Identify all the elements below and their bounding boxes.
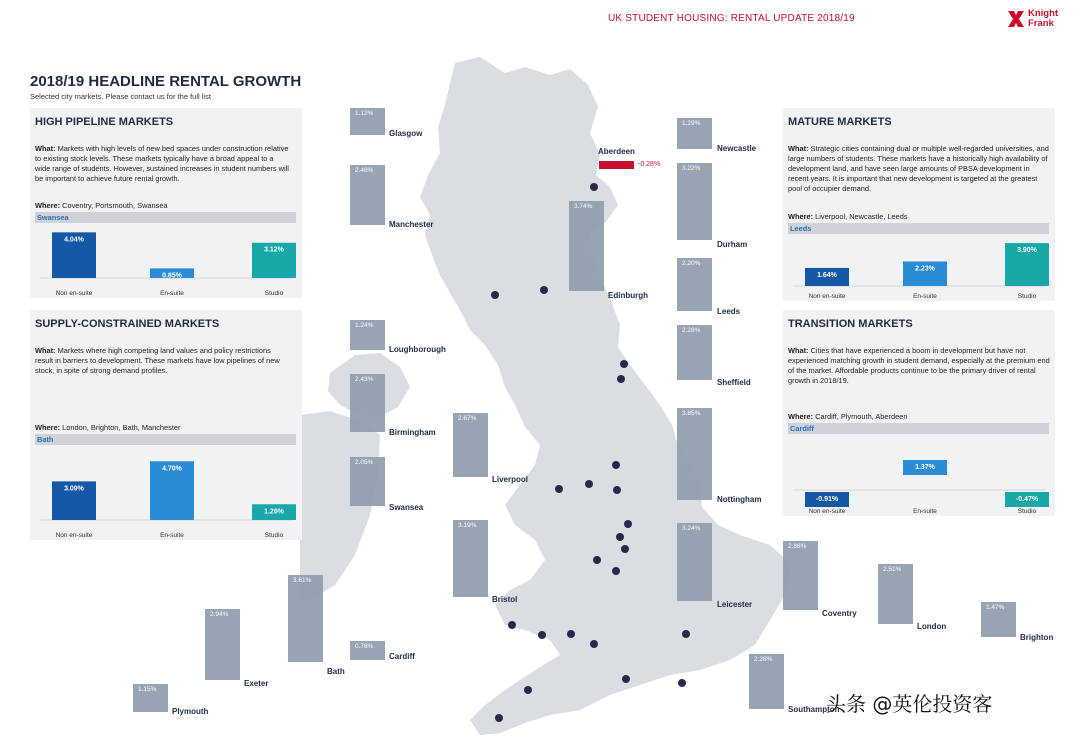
- city-name-brighton: Brighton: [1020, 633, 1054, 642]
- city-bar-bristol: [453, 520, 488, 597]
- city-bar-durham: [677, 163, 712, 240]
- page-title: 2018/19 HEADLINE RENTAL GROWTH: [30, 73, 302, 90]
- city-name-liverpool: Liverpool: [492, 475, 529, 484]
- category-label: Non en-suite: [808, 508, 846, 515]
- city-bar-value: 1.15%: [138, 686, 157, 693]
- what-label: What:: [788, 346, 809, 355]
- city-bar-value: 2.28%: [682, 327, 701, 334]
- city-dot: [612, 567, 620, 575]
- city-dot: [613, 486, 621, 494]
- city-name-sheffield: Sheffield: [717, 378, 751, 387]
- city-name-aberdeen: Aberdeen: [598, 147, 635, 156]
- panel-high-pipeline: [30, 108, 302, 298]
- city-dot: [590, 640, 598, 648]
- city-bar-value: 2.51%: [883, 566, 902, 573]
- city-dot: [495, 714, 503, 722]
- where-label: Where:: [788, 212, 814, 221]
- city-name-leicester: Leicester: [717, 600, 753, 609]
- bar-value-label: 0.85%: [162, 272, 182, 280]
- city-bar-value: 1.24%: [355, 322, 374, 329]
- city-bar-value: 3.85%: [682, 410, 701, 417]
- bar-value-label: 3.90%: [1017, 247, 1037, 255]
- city-name-durham: Durham: [717, 240, 748, 249]
- city-bar-value: 3.74%: [574, 203, 593, 210]
- city-bar-exeter: [205, 609, 240, 680]
- what-label: What:: [35, 346, 56, 355]
- bar-chart-leeds: [783, 236, 1055, 301]
- city-name-glasgow: Glasgow: [389, 129, 423, 138]
- city-name-coventry: Coventry: [822, 609, 857, 618]
- what-text: Cities that have experienced a boom in development but have not experienced matching growth in student demand, especially at the premium end of the market. Affordable products continue to be the primary driver of rental growth in 2018/19.: [788, 346, 1050, 385]
- city-name-loughborough: Loughborough: [389, 345, 446, 354]
- city-dot: [612, 461, 620, 469]
- bar-value-label: 1.64%: [817, 271, 837, 279]
- city-name-birmingham: Birmingham: [389, 428, 436, 437]
- city-bar-value: 2.20%: [682, 260, 701, 267]
- city-dot: [508, 621, 516, 629]
- city-name-nottingham: Nottingham: [717, 495, 762, 504]
- city-dot: [678, 679, 686, 687]
- city-dot: [524, 686, 532, 694]
- city-dot: [540, 286, 548, 294]
- what-label: What:: [35, 144, 56, 153]
- logo-line-2: Frank: [1028, 18, 1054, 29]
- panel-supply-constrained: [30, 310, 302, 540]
- city-bar-value: 3.19%: [458, 522, 477, 529]
- city-dot: [622, 675, 630, 683]
- bar-value-label: 1.26%: [264, 508, 284, 516]
- city-bar-aberdeen: [599, 161, 634, 169]
- category-label: En-suite: [160, 532, 184, 539]
- bar-chart-bath: [30, 448, 302, 540]
- panel-title: SUPPLY-CONSTRAINED MARKETS: [35, 318, 220, 330]
- city-bar-leicester: [677, 523, 712, 601]
- category-label: Studio: [1017, 293, 1037, 300]
- city-bar-coventry: [783, 541, 818, 610]
- what-text: Markets with high levels of new bed spaces under construction relative to existing stock levels. These markets typically have a broad appeal to a wide range of students. However, sustained increases in student numbers will be important to achieve future rental growth.: [35, 144, 289, 183]
- bar-value-label: 3.09%: [64, 485, 84, 493]
- city-bar-value: 2.94%: [210, 611, 229, 618]
- city-name-bristol: Bristol: [492, 595, 518, 604]
- what-text: Strategic cities containing dual or multiple well-regarded universities, and large numbers of students. These markets have a historically high availability of development land, and have seen large amounts of PBSA development in recent years. It is important that new development is targeted at the greatest pool of occupier demand.: [788, 144, 1049, 193]
- city-bar-value: 1.29%: [682, 120, 701, 127]
- panel-mature: [783, 108, 1055, 301]
- category-label: En-suite: [913, 293, 937, 300]
- bar-value-label: 4.04%: [64, 236, 84, 244]
- city-bar-liverpool: [453, 413, 488, 477]
- city-dot: [567, 630, 575, 638]
- city-bar-value: 0.78%: [355, 643, 374, 650]
- city-name-newcastle: Newcastle: [717, 144, 757, 153]
- knight-frank-logo: [1006, 7, 1066, 35]
- city-bar-value: 2.28%: [754, 656, 773, 663]
- where-label: Where:: [788, 412, 814, 421]
- logo-line-1: Knight: [1028, 8, 1059, 19]
- great-britain-shape: [420, 57, 792, 735]
- panel-title: MATURE MARKETS: [788, 116, 892, 128]
- bar-chart-swansea: [30, 224, 302, 298]
- city-bar-value: 2.43%: [355, 376, 374, 383]
- bar-value-label: 4.70%: [162, 465, 182, 473]
- where-text: London, Brighton, Bath, Manchester: [62, 423, 181, 432]
- city-bar-edinburgh: [569, 201, 604, 291]
- panel-transition: [783, 310, 1055, 516]
- bar-value-label: 3.12%: [264, 246, 284, 254]
- category-label: Studio: [1017, 508, 1037, 515]
- where-label: Where:: [35, 201, 61, 210]
- city-bar-value: 1.12%: [355, 110, 374, 117]
- city-dot: [624, 520, 632, 528]
- bar-chart-cardiff: [783, 438, 1055, 516]
- city-name-plymouth: Plymouth: [172, 707, 209, 716]
- city-label: Swansea: [35, 212, 296, 223]
- what-label: What:: [788, 144, 809, 153]
- city-dot: [555, 485, 563, 493]
- city-bar-value: 2.88%: [788, 543, 807, 550]
- city-bar-nottingham: [677, 408, 712, 500]
- city-dot: [617, 375, 625, 383]
- where-label: Where:: [35, 423, 61, 432]
- city-bar-london: [878, 564, 913, 624]
- where-text: Cardiff, Plymouth, Aberdeen: [815, 412, 908, 421]
- city-label: Cardiff: [788, 423, 1049, 434]
- city-name-manchester: Manchester: [389, 220, 434, 229]
- category-label: En-suite: [913, 508, 937, 515]
- city-name-london: London: [917, 622, 947, 631]
- what-text: Markets where high competing land values and policy restrictions result in barriers to development. These markets have low pipelines of new stock, in spite of strong demand profiles.: [35, 346, 280, 375]
- report-header-title: UK STUDENT HOUSING: RENTAL UPDATE 2018/19: [608, 13, 855, 24]
- category-label: En-suite: [160, 290, 184, 297]
- city-dot: [616, 533, 624, 541]
- knight-frank-logo-icon: [1006, 9, 1026, 29]
- city-name-bath: Bath: [327, 667, 345, 676]
- panel-title: HIGH PIPELINE MARKETS: [35, 116, 174, 128]
- panel-title: TRANSITION MARKETS: [788, 318, 913, 330]
- city-bar-value: -0.28%: [638, 161, 661, 168]
- city-name-southampton: Southampton: [788, 705, 840, 714]
- city-dot: [620, 360, 628, 368]
- category-label: Non en-suite: [55, 290, 93, 297]
- city-bar-value: 2.67%: [458, 415, 477, 422]
- city-bar-value: 2.48%: [355, 167, 374, 174]
- city-name-edinburgh: Edinburgh: [608, 291, 648, 300]
- bar-value-label: 2.23%: [915, 265, 935, 273]
- category-label: Non en-suite: [55, 532, 93, 539]
- category-label: Studio: [264, 532, 284, 539]
- city-name-exeter: Exeter: [244, 679, 269, 688]
- city-dot: [621, 545, 629, 553]
- where-text: Coventry, Portsmouth, Swansea: [62, 201, 168, 210]
- city-dot: [590, 183, 598, 191]
- city-dot: [585, 480, 593, 488]
- bar-value-label: -0.91%: [815, 496, 839, 503]
- city-bar-value: 2.05%: [355, 459, 374, 466]
- city-label: Bath: [35, 434, 296, 445]
- city-bar-value: 3.22%: [682, 165, 701, 172]
- city-bar-bath: [288, 575, 323, 662]
- page-subtitle: Selected city markets. Please contact us for the full list: [30, 92, 211, 101]
- category-label: Non en-suite: [808, 293, 846, 300]
- where-text: Liverpool, Newcastle, Leeds: [815, 212, 908, 221]
- watermark-text: 头条 @英伦投资客: [826, 692, 993, 716]
- category-label: Studio: [264, 290, 284, 297]
- city-name-swansea: Swansea: [389, 503, 424, 512]
- city-name-leeds: Leeds: [717, 307, 741, 316]
- city-name-cardiff: Cardiff: [389, 652, 415, 661]
- city-dot: [593, 556, 601, 564]
- city-dot: [538, 631, 546, 639]
- city-bar-value: 3.61%: [293, 577, 312, 584]
- city-dot: [491, 291, 499, 299]
- bar-value-label: -0.47%: [1015, 496, 1039, 503]
- city-label: Leeds: [788, 223, 1049, 234]
- city-bar-value: 1.47%: [986, 604, 1005, 611]
- city-dot: [682, 630, 690, 638]
- city-bar-value: 3.24%: [682, 525, 701, 532]
- bar-value-label: 1.37%: [915, 464, 935, 471]
